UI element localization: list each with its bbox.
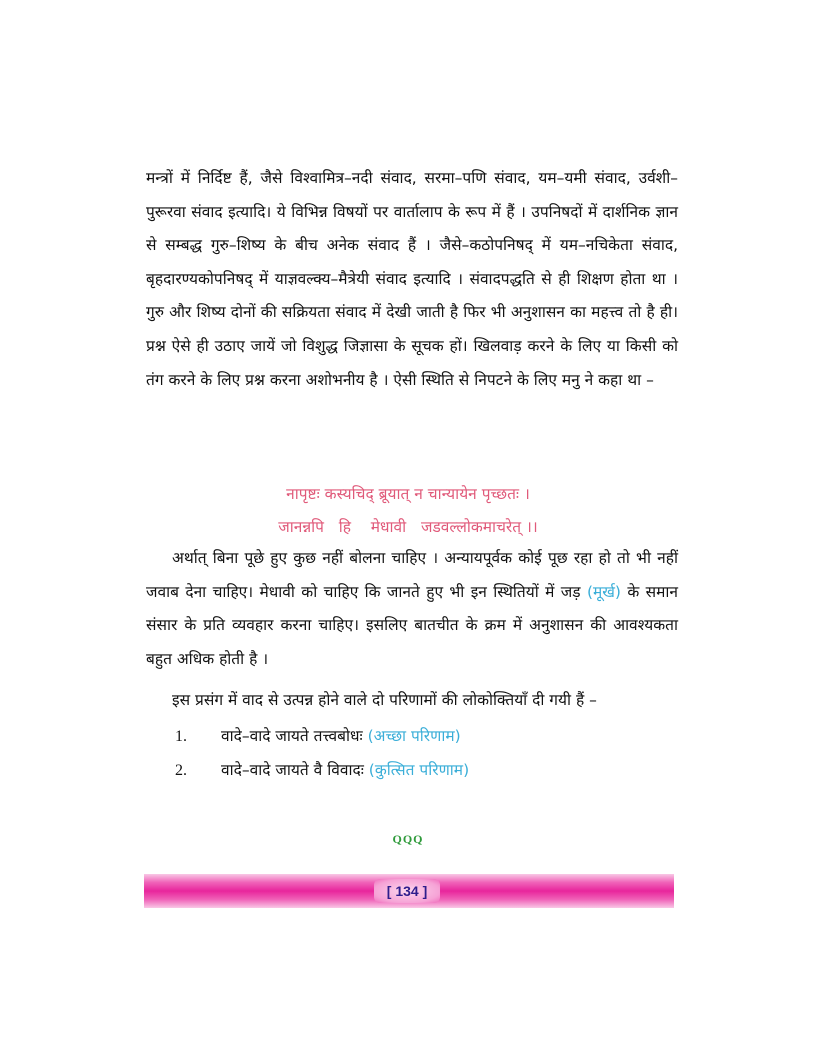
list-item (175, 724, 461, 746)
page-number: [ 134 ] (374, 879, 440, 903)
list-number: 1. (175, 728, 187, 745)
paragraph-2 (146, 542, 678, 676)
list-number: 2. (175, 762, 187, 779)
paragraph-1: मन्त्रों में निर्दिष्ट हैं, जैसे विश्वामित्र–नदी संवाद, सरमा–पणि संवाद, यम–यमी संवाद, उर्वशी–पुरूरवा संवाद इत्यादि। ये विभिन्न विषयों पर वार्तालाप के रूप में हैं । उपनिषदों में दार्शनिक ज्ञान से सम्बद्ध गुरु–शिष्य के बीच अनेक संवाद हैं । जैसे–कठोपनिषद् में यम–नचिकेता संवाद, बृहदारण्यकोपनिषद् में याज्ञवल्क्य–मैत्रेयी संवाद इत्यादि । संवादपद्धति से ही शिक्षण होता था । गुरु और शिष्य दोनों की सक्रियता संवाद में देखी जाती है फिर भी अनुशासन का महत्त्व तो है ही। प्रश्न ऐसे ही उठाए जायें जो विशुद्ध जिज्ञासा के सूचक हों। खिलवाड़ करने के लिए या किसी को तंग करने के लिए प्रश्न करना अशोभनीय है । ऐसी स्थिति से निपटने के लिए मनु ने कहा था – (146, 169, 678, 389)
end-mark: QQQ (392, 832, 424, 846)
paragraph-2-highlight: (मूर्ख) (586, 582, 621, 601)
paragraph-2-text-b: के समान संसार के प्रति व्यवहार करना चाहिए। इसलिए बातचीत के क्रम में अनुशासन की आवश्यकता बहुत अधिक होती है । (146, 582, 678, 668)
paragraph-3: इस प्रसंग में वाद से उत्पन्न होने वाले दो परिणामों की लोकोक्तियाँ दी गयी हैं – (172, 691, 597, 709)
list-item (175, 758, 469, 780)
list-text: वादे–वादे जायते तत्त्वबोधः (221, 727, 363, 745)
list-note: (अच्छा परिणाम) (367, 727, 461, 745)
list-note: (कुत्सित परिणाम) (368, 761, 470, 779)
paragraph-2-text-a: अर्थात् बिना पूछे हुए कुछ नहीं बोलना चाहिए । अन्यायपूर्वक कोई पूछ रहा हो तो भी नहीं जवाब देना चाहिए। मेधावी को चाहिए कि जानते हुए भी इन स्थितियों में जड़ (146, 549, 678, 601)
list-text: वादे–वादे जायते वै विवादः (221, 761, 364, 779)
verse-line-2: जानन्नपि हि मेधावी जडवल्लोकमाचरेत् ।। (278, 518, 538, 536)
verse-line-1: नापृष्टः कस्यचिद् ब्रूयात् न चान्यायेन पृच्छतः । (286, 485, 530, 503)
